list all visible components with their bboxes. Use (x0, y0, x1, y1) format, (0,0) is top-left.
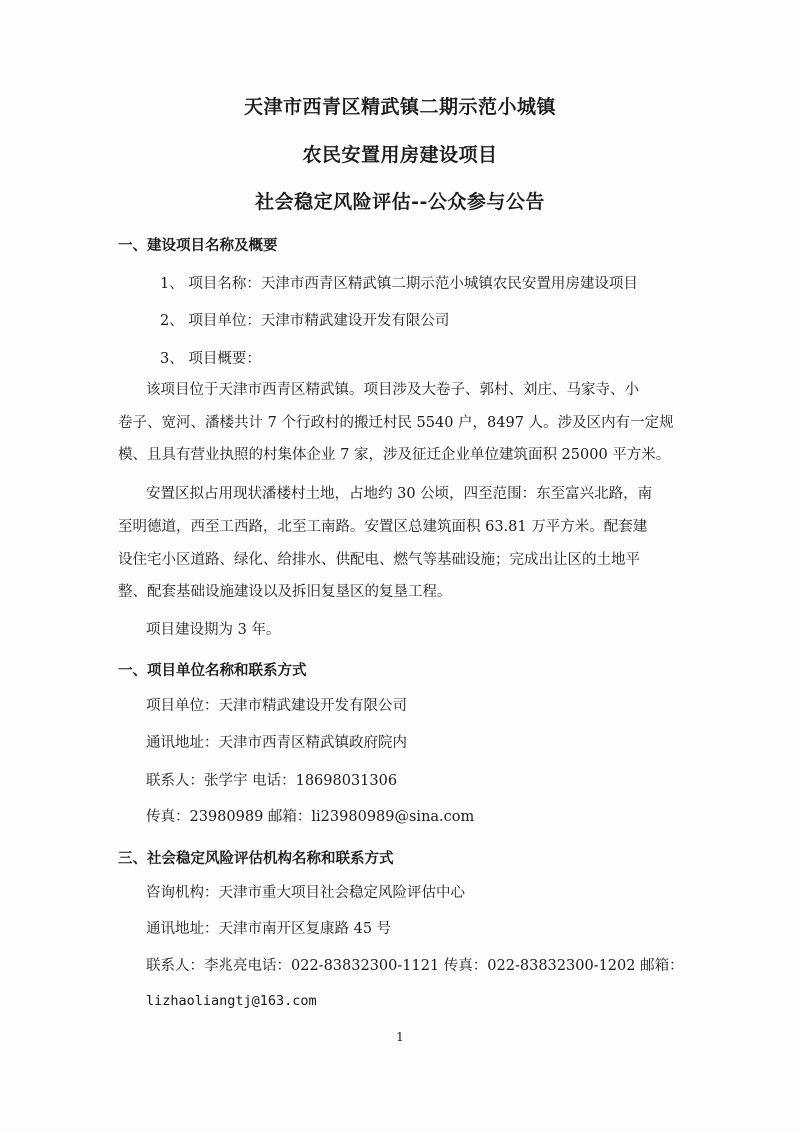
section2-address: 通讯地址：天津市西青区精武镇政府院内 (146, 735, 407, 751)
para3-line: 项目建设期为 3 年。 (146, 622, 281, 638)
para2-line: 整、配套基础设施建设以及拆旧复垦区的复垦工程。 (118, 584, 452, 600)
para2-line: 至明德道，西至工西路，北至工南路。安置区总建筑面积 63.81 万平方米。配套建 (118, 519, 648, 535)
para1-line: 该项目位于天津市西青区精武镇。项目涉及大卷子、郭村、刘庄、马家寺、小 (146, 382, 639, 398)
para2-line: 安置区拟占用现状潘楼村土地，占地约 30 公顷，四至范围：东至富兴北路，南 (146, 486, 653, 502)
section1-item-overview: 3、 项目概要： (160, 351, 261, 367)
section3-heading: 三、社会稳定风险评估机构名称和联系方式 (118, 850, 394, 867)
section1-heading: 一、建设项目名称及概要 (118, 237, 278, 254)
section2-contact: 联系人：张学宇 电话：18698031306 (146, 773, 398, 789)
section1-item-name: 1、 项目名称：天津市西青区精武镇二期示范小城镇农民安置用房建设项目 (160, 276, 638, 292)
section3-agency: 咨询机构：天津市重大项目社会稳定风险评估中心 (146, 885, 465, 901)
section3-contact: 联系人：李兆亮电话：022-83832300-1121 传真：022-83832300-1202 邮箱： (146, 958, 684, 974)
para1-line: 卷子、宽河、潘楼共计 7 个行政村的搬迁村民 5540 户，8497 人。涉及区内有一定规 (118, 415, 674, 431)
para1-line: 模、且具有营业执照的村集体企业 7 家，涉及征迁企业单位建筑面积 25000 平方米。 (118, 447, 671, 463)
para2-line: 设住宅小区道路、绿化、给排水、供配电、燃气等基础设施；完成出让区的土地平 (118, 552, 640, 568)
title-line-1: 天津市西青区精武镇二期示范小城镇 (243, 96, 556, 118)
section1-item-unit: 2、 项目单位：天津市精武建设开发有限公司 (160, 313, 450, 329)
page-number: 1 (396, 1030, 404, 1044)
title-line-3: 社会稳定风险评估--公众参与公告 (255, 191, 545, 213)
section3-email: lizhaoliangtj@163.com (146, 993, 317, 1009)
section2-heading: 一、项目单位名称和联系方式 (118, 662, 307, 679)
title-line-2: 农民安置用房建设项目 (302, 144, 498, 166)
section3-address: 通讯地址：天津市南开区复康路 45 号 (146, 921, 392, 937)
section2-unit: 项目单位：天津市精武建设开发有限公司 (146, 698, 407, 714)
section2-fax-email: 传真：23980989 邮箱：li23980989@sina.com (146, 809, 475, 825)
